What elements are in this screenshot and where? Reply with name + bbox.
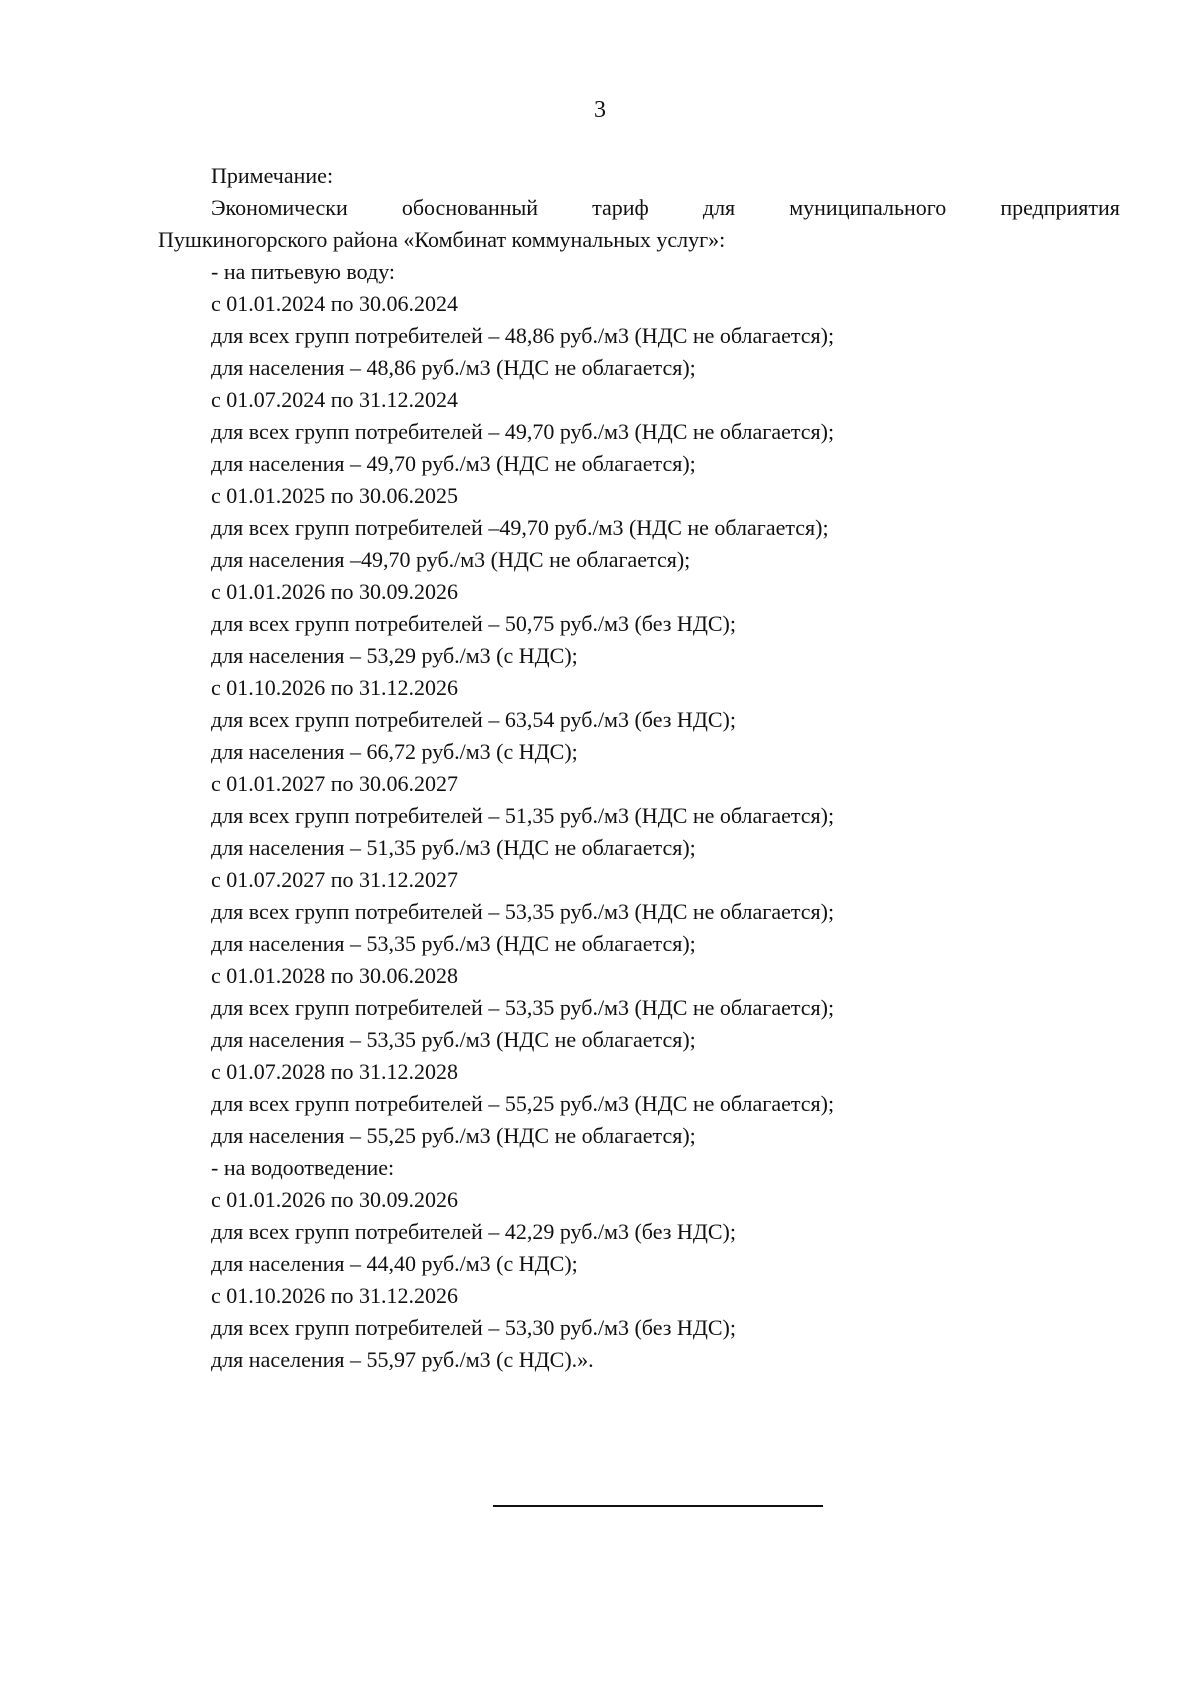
intro-line-1 — [158, 192, 1120, 224]
tariff-line: для населения – 53,29 руб./м3 (с НДС); — [211, 643, 578, 668]
intro-word: Экономически — [211, 195, 348, 220]
tariff-line: для всех групп потребителей – 53,35 руб./м3 (НДС не облагается); — [211, 995, 835, 1020]
intro-word: тариф — [592, 195, 649, 220]
document-body — [158, 160, 1120, 1376]
tariff-line: для населения – 51,35 руб./м3 (НДС не облагается); — [211, 835, 696, 860]
tariff-line: для населения – 53,35 руб./м3 (НДС не облагается); — [211, 931, 696, 956]
tariff-line: с 01.01.2027 по 30.06.2027 — [211, 771, 459, 796]
tariff-line: для всех групп потребителей – 49,70 руб./м3 (НДС не облагается); — [211, 419, 835, 444]
intro-word: предприятия — [1000, 195, 1120, 220]
tariff-line: с 01.01.2024 по 30.06.2024 — [211, 291, 459, 316]
tariff-line: для всех групп потребителей – 55,25 руб./м3 (НДС не облагается); — [211, 1091, 835, 1116]
tariff-line: с 01.07.2024 по 31.12.2024 — [211, 387, 459, 412]
tariff-line: для всех групп потребителей – 50,75 руб./м3 (без НДС); — [211, 611, 736, 636]
tariff-line: с 01.10.2026 по 31.12.2026 — [211, 1283, 459, 1308]
tariff-line: для всех групп потребителей – 63,54 руб./м3 (без НДС); — [211, 707, 736, 732]
tariff-line: с 01.07.2027 по 31.12.2027 — [211, 867, 459, 892]
tariff-line: для населения – 55,25 руб./м3 (НДС не облагается); — [211, 1123, 696, 1148]
tariff-line: - на питьевую воду: — [211, 259, 396, 284]
intro-word: обоснованный — [401, 195, 539, 220]
tariff-line: с 01.07.2028 по 31.12.2028 — [211, 1059, 459, 1084]
tariff-line: для населения – 53,35 руб./м3 (НДС не облагается); — [211, 1027, 696, 1052]
tariff-line: для населения – 66,72 руб./м3 (с НДС); — [211, 739, 578, 764]
tariff-line: для населения –49,70 руб./м3 (НДС не облагается); — [211, 547, 691, 572]
tariff-line: для всех групп потребителей – 51,35 руб./м3 (НДС не облагается); — [211, 803, 835, 828]
tariff-line: с 01.01.2026 по 30.09.2026 — [211, 1187, 459, 1212]
intro-word: муниципального — [789, 195, 947, 220]
tariff-line: для всех групп потребителей – 53,30 руб./м3 (без НДС); — [211, 1315, 736, 1340]
closing-divider — [493, 1505, 823, 1507]
tariff-line: для населения – 48,86 руб./м3 (НДС не облагается); — [211, 355, 696, 380]
tariff-line: для всех групп потребителей – 53,35 руб./м3 (НДС не облагается); — [211, 899, 835, 924]
tariff-line: для всех групп потребителей – 42,29 руб./м3 (без НДС); — [211, 1219, 736, 1244]
tariff-line: с 01.01.2026 по 30.09.2026 — [211, 579, 459, 604]
page-number: 3 — [594, 97, 606, 123]
tariff-line: для населения – 49,70 руб./м3 (НДС не облагается); — [211, 451, 696, 476]
tariff-line: с 01.01.2025 по 30.06.2025 — [211, 483, 459, 508]
tariff-line: для населения – 44,40 руб./м3 (с НДС); — [211, 1251, 578, 1276]
tariff-list — [158, 256, 1120, 1376]
tariff-line: для населения – 55,97 руб./м3 (с НДС).». — [211, 1347, 594, 1372]
intro-line-2: Пушкиногорского района «Комбинат коммунальных услуг»: — [158, 227, 726, 252]
tariff-line: для всех групп потребителей –49,70 руб./м3 (НДС не облагается); — [211, 515, 829, 540]
tariff-line: с 01.01.2028 по 30.06.2028 — [211, 963, 459, 988]
intro-word: для — [702, 195, 736, 220]
note-label: Примечание: — [211, 163, 334, 188]
tariff-line: с 01.10.2026 по 31.12.2026 — [211, 675, 459, 700]
tariff-line: - на водоотведение: — [211, 1155, 395, 1180]
tariff-line: для всех групп потребителей – 48,86 руб./м3 (НДС не облагается); — [211, 323, 835, 348]
